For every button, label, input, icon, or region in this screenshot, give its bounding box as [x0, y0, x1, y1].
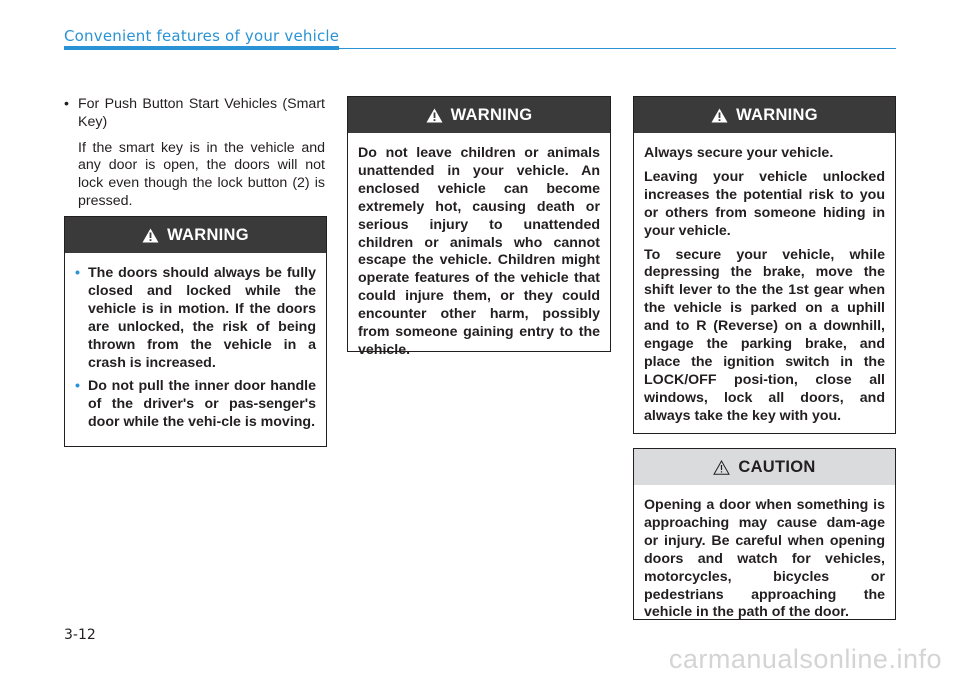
caution-header [634, 449, 895, 485]
intro-text [64, 96, 325, 211]
intro-item-text: For Push Button Start Vehicles (Smart Key) [78, 96, 325, 130]
warning-heading: WARNING [167, 225, 249, 244]
warning-body [65, 253, 326, 448]
section-title-rule [339, 48, 896, 49]
warning-box-secure [633, 96, 896, 434]
bullet-dot-icon: • [75, 265, 80, 281]
warning-heading: WARNING [736, 105, 818, 124]
intro-bullet-item [64, 96, 325, 132]
list-item [75, 265, 316, 372]
bullet-mark: • [64, 96, 69, 112]
warning-text: Do not leave children or animals unattended in your vehicle. An enclosed vehicle can become extremely hot, causing death or serious injury to unattended children or animals who cannot escape the vehicle. Children might operate features of the vehicle that could injure them, or they could encounter other harm, possibly from someone gaining entry to the vehicle. [358, 145, 600, 358]
watermark: carmanualsonline.info [668, 644, 942, 674]
list-item-text: The doors should always be fully closed and locked while the vehicle is in motion. If the doors are unlocked, the risk of being thrown from the vehicle in a crash is increased. [88, 265, 316, 371]
section-title: Convenient features of your vehicle [64, 27, 340, 45]
warning-triangle-icon [426, 108, 443, 123]
warning-paragraph: Leaving your vehicle unlocked increases the potential risk to you or others from someone hiding in your vehicle. [644, 168, 885, 239]
caution-triangle-icon [713, 460, 730, 475]
caution-heading: CAUTION [738, 457, 816, 476]
list-item-text: Do not pull the inner door handle of the driver's or pas-senger's door while the vehi-cle is moving. [88, 378, 316, 431]
warning-box-children [347, 96, 611, 358]
caution-text: Opening a door when something is approaching may cause dam-age or injury. Be careful when opening doors and watch for vehicles, motorcycles, bicycles or pedestrians approaching the vehicle in the path of the door. [644, 497, 885, 621]
page-number: 3-12 [64, 627, 96, 643]
caution-box-door [633, 448, 896, 620]
intro-paragraph: If the smart key is in the vehicle and any door is open, the doors will not lock even though the lock button (2) is pressed. [78, 139, 325, 209]
caution-body [634, 485, 895, 632]
warning-box-doors [64, 216, 327, 447]
warning-header [634, 97, 895, 133]
section-title-bar [64, 46, 339, 50]
warning-header [65, 217, 326, 253]
warning-heading: WARNING [450, 105, 533, 124]
warning-body [348, 133, 610, 370]
warning-triangle-icon [711, 108, 728, 123]
list-item [75, 378, 316, 432]
warning-list [75, 265, 316, 432]
bullet-dot-icon: • [75, 378, 80, 395]
warning-body [634, 133, 895, 436]
warning-triangle-icon [142, 228, 159, 243]
warning-paragraph: To secure your vehicle, while depressing the brake, move the shift lever to the the 1st gear when the vehicle is parked on a uphill and to R (Reverse) on a downhill, engage the parking brake, and place the ignition switch in the LOCK/OFF posi-tion, close all windows, lock all doors, and always take the key with you. [644, 246, 885, 424]
warning-paragraph: Always secure your vehicle. [644, 145, 834, 161]
warning-header [348, 97, 610, 133]
